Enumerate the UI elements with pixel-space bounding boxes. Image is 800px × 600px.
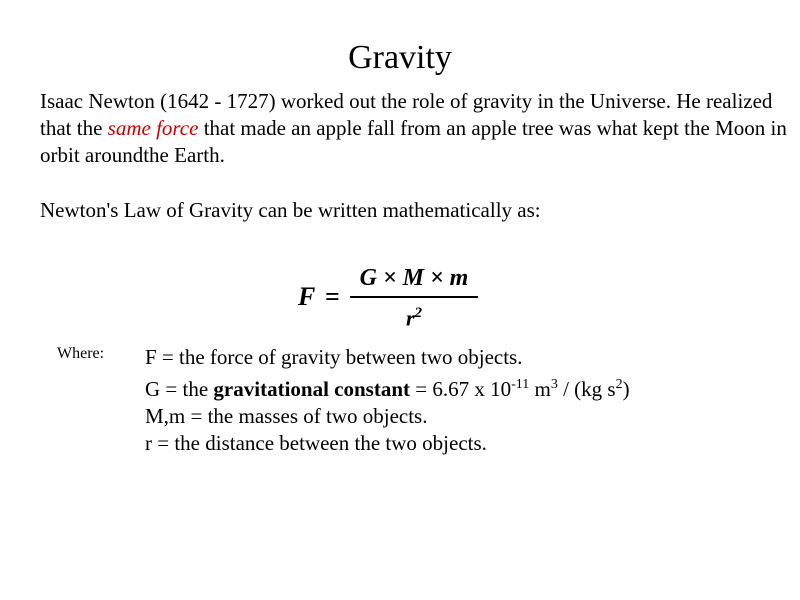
formula-denominator-base: r: [405, 305, 415, 331]
definition-gravitational-constant: [145, 371, 785, 403]
law-statement: Newton's Law of Gravity can be written mathematically as:: [40, 198, 541, 222]
g-exponent-meters: 3: [550, 377, 558, 392]
formula-lhs: F: [298, 282, 316, 311]
slide-title: Gravity: [348, 39, 452, 76]
gravity-formula: [298, 262, 488, 334]
g-exponent-seconds: 2: [615, 377, 623, 392]
g-close-paren: ): [622, 377, 630, 401]
formula-equals: =: [325, 282, 340, 311]
definition-masses: M,m = the masses of two objects.: [145, 404, 428, 428]
g-units: / (kg s: [557, 377, 616, 401]
g-term: gravitational constant: [213, 377, 410, 401]
intro-text-end: that made an apple fall from an apple tree was what kept the Moon in orbit aroundthe Earth.: [40, 116, 787, 167]
formula-denominator-exponent: 2: [414, 305, 423, 321]
g-exponent-power: -11: [511, 377, 530, 392]
definition-force: F = the force of gravity between two objects.: [145, 345, 523, 369]
g-value: = 6.67 x 10: [410, 377, 512, 401]
intro-highlight-same-force: same force: [107, 116, 199, 140]
intro-text-start: Isaac Newton (1642 - 1727) worked out the role of gravity in the Universe. He realized that the: [40, 89, 773, 140]
formula-fraction-bar: [350, 296, 478, 298]
formula-numerator: G × M × m: [359, 265, 469, 291]
g-prefix: G = the: [145, 377, 214, 401]
definition-distance: r = the distance between the two objects.: [145, 431, 487, 455]
definitions-list: [145, 344, 785, 457]
intro-paragraph: [40, 88, 790, 169]
formula-denominator: [348, 299, 480, 332]
g-meter-unit: m: [529, 377, 551, 401]
where-label: Where:: [57, 345, 105, 362]
